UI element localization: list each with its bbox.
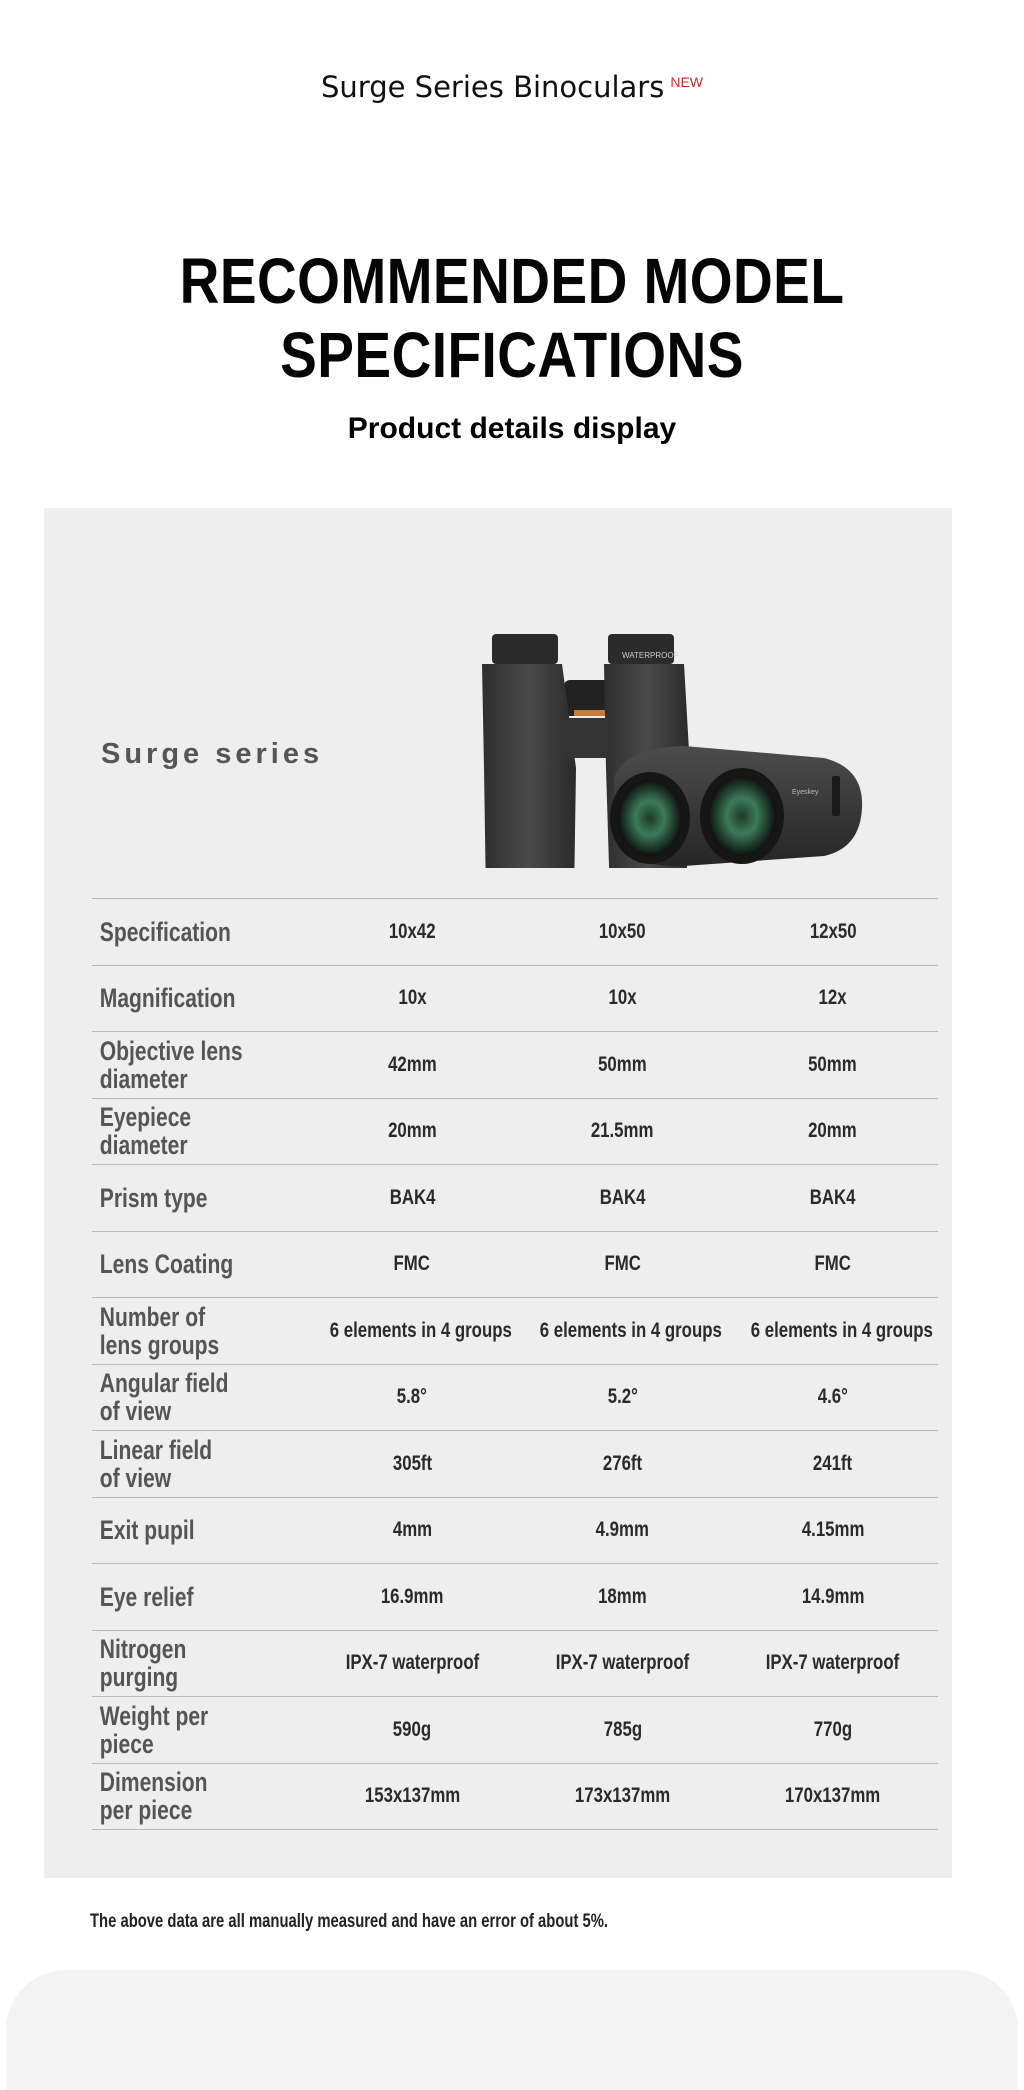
- spec-value: [728, 1763, 938, 1830]
- spec-value: [728, 1231, 938, 1298]
- product-details-panel: [44, 508, 952, 1878]
- table-row: [92, 1032, 938, 1099]
- left-eyecup: [492, 634, 558, 664]
- spec-value: [307, 1431, 517, 1498]
- spec-value: [517, 1431, 727, 1498]
- brand-mark: Eyeskey: [792, 789, 819, 796]
- spec-label: Lens Coating: [99, 1249, 234, 1280]
- spec-value: [728, 1497, 938, 1564]
- table-row: [92, 899, 938, 966]
- spec-value: [517, 1564, 727, 1631]
- table-row: [92, 1231, 938, 1298]
- spec-value-text: FMC: [814, 1252, 852, 1276]
- spec-value-text: 4.6°: [817, 1385, 848, 1409]
- table-row: [92, 1564, 938, 1631]
- spec-value-text: 10x: [608, 986, 637, 1010]
- series-label: Surge series: [101, 738, 324, 770]
- table-row: [92, 1364, 938, 1431]
- spec-value: [307, 1763, 517, 1830]
- spec-value: [517, 1231, 727, 1298]
- table-row: [92, 1763, 938, 1830]
- spec-value-text: 18mm: [598, 1584, 647, 1608]
- spec-value-text: 50mm: [808, 1052, 858, 1076]
- spec-label: Magnification: [99, 983, 236, 1014]
- table-row: [92, 1630, 938, 1697]
- left-objective-lens: [618, 780, 682, 856]
- spec-value: [517, 1630, 727, 1697]
- spec-value-text: 276ft: [602, 1451, 643, 1475]
- spec-value: [307, 899, 517, 966]
- spec-label: Exit pupil: [99, 1515, 195, 1546]
- spec-value: [307, 1697, 517, 1764]
- spec-value: [517, 899, 727, 966]
- spec-value-text: IPX-7 waterproof: [345, 1651, 479, 1675]
- table-row: [92, 1098, 938, 1165]
- spec-value-text: 12x50: [809, 919, 857, 943]
- spec-value: [517, 1497, 727, 1564]
- spec-value-text: FMC: [604, 1252, 641, 1276]
- hinge: [564, 718, 608, 758]
- spec-value: [728, 1364, 938, 1431]
- spec-value: [307, 1630, 517, 1697]
- spec-value-text: 21.5mm: [591, 1119, 654, 1143]
- spec-value-text: 50mm: [598, 1052, 647, 1076]
- spec-value: [728, 1697, 938, 1764]
- table-row: [92, 1165, 938, 1232]
- measurement-footnote: The above data are all manually measured and have an error of about 5%.: [90, 1911, 609, 1932]
- spec-value: [307, 1165, 517, 1232]
- spec-value: [728, 1630, 938, 1697]
- spec-value: [517, 1763, 727, 1830]
- table-row: [92, 1497, 938, 1564]
- spec-value: [307, 965, 517, 1032]
- spec-value: [517, 1098, 727, 1165]
- spec-value-text: 10x: [398, 986, 427, 1010]
- spec-value-text: 770g: [813, 1717, 852, 1741]
- spec-value-text: IPX-7 waterproof: [766, 1651, 900, 1675]
- table-row: [92, 965, 938, 1032]
- spec-value-text: 5.8°: [397, 1385, 428, 1409]
- spec-value-text: 4.9mm: [595, 1518, 650, 1542]
- left-barrel: [482, 664, 576, 868]
- table-row: [92, 1697, 938, 1764]
- spec-label: Nitrogen purging: [99, 1634, 187, 1693]
- spec-value-text: 20mm: [808, 1119, 858, 1143]
- spec-value: [517, 965, 727, 1032]
- spec-value: [307, 1231, 517, 1298]
- new-badge: NEW: [670, 74, 703, 90]
- spec-label: Number of lens groups: [99, 1301, 220, 1360]
- spec-value-text: 5.2°: [607, 1385, 638, 1409]
- spec-value: [728, 965, 938, 1032]
- spec-value: [728, 1431, 938, 1498]
- spec-value-text: 6 elements in 4 groups: [329, 1318, 512, 1342]
- spec-value-text: 42mm: [387, 1052, 437, 1076]
- strap-lug: [832, 776, 840, 816]
- spec-value-text: 590g: [393, 1717, 432, 1741]
- spec-value: [517, 1032, 727, 1099]
- spec-value-text: 6 elements in 4 groups: [540, 1318, 723, 1342]
- binoculars-product-image: [424, 568, 904, 868]
- right-objective-lens: [708, 776, 776, 856]
- spec-label: Prism type: [99, 1182, 208, 1213]
- spec-value: [728, 1032, 938, 1099]
- spec-value: [307, 1098, 517, 1165]
- spec-label: Specification: [99, 916, 231, 947]
- specification-table: [92, 898, 938, 1830]
- spec-value: [307, 1497, 517, 1564]
- spec-value: [517, 1697, 727, 1764]
- spec-value: [728, 899, 938, 966]
- page-title-text: Surge Series Binoculars: [321, 70, 665, 104]
- spec-value-text: 10x42: [388, 919, 436, 943]
- spec-value-text: BAK4: [389, 1185, 436, 1209]
- spec-value-text: IPX-7 waterproof: [555, 1651, 690, 1675]
- spec-value: [728, 1564, 938, 1631]
- spec-value-text: 153x137mm: [364, 1784, 460, 1808]
- spec-value: [517, 1165, 727, 1232]
- bottom-card: [6, 1970, 1018, 2090]
- spec-label: Eye relief: [99, 1581, 194, 1612]
- spec-value-text: 14.9mm: [801, 1584, 865, 1608]
- spec-label: Eyepiece diameter: [99, 1102, 192, 1161]
- spec-value: [728, 1298, 938, 1365]
- spec-value: [307, 1564, 517, 1631]
- spec-value: [307, 1364, 517, 1431]
- spec-value: [307, 1032, 517, 1099]
- spec-value-text: 173x137mm: [574, 1784, 671, 1808]
- spec-label: Objective lens diameter: [99, 1035, 243, 1094]
- spec-label: Linear field of view: [99, 1434, 213, 1493]
- spec-value-text: 20mm: [387, 1119, 437, 1143]
- spec-value-text: 305ft: [392, 1451, 432, 1475]
- spec-value: [728, 1165, 938, 1232]
- spec-value: [728, 1098, 938, 1165]
- spec-label: Weight per piece: [99, 1700, 209, 1759]
- table-row: [92, 1298, 938, 1365]
- spec-value-text: 10x50: [599, 919, 646, 943]
- spec-value-text: 16.9mm: [380, 1584, 444, 1608]
- spec-value-text: 4.15mm: [801, 1518, 865, 1542]
- spec-value: [517, 1298, 727, 1365]
- spec-label: Angular field of view: [99, 1368, 229, 1427]
- spec-value-text: 6 elements in 4 groups: [750, 1318, 933, 1342]
- spec-value-text: FMC: [393, 1252, 431, 1276]
- spec-value: [517, 1364, 727, 1431]
- spec-value-text: BAK4: [809, 1185, 856, 1209]
- spec-value-text: 785g: [603, 1717, 642, 1741]
- spec-value-text: 241ft: [813, 1451, 853, 1475]
- section-headline: RECOMMENDED MODEL SPECIFICATIONS: [179, 245, 845, 391]
- spec-value-text: BAK4: [599, 1185, 646, 1209]
- table-row: [92, 1431, 938, 1498]
- waterproof-mark: WATERPROOF: [622, 651, 679, 660]
- spec-value: [307, 1298, 517, 1365]
- spec-label: Dimension per piece: [99, 1767, 208, 1826]
- section-subheadline: Product details display: [347, 412, 677, 445]
- spec-value-text: 12x: [818, 986, 847, 1010]
- page-title: [0, 70, 1024, 104]
- spec-value-text: 4mm: [392, 1518, 432, 1542]
- spec-value-text: 170x137mm: [785, 1784, 881, 1808]
